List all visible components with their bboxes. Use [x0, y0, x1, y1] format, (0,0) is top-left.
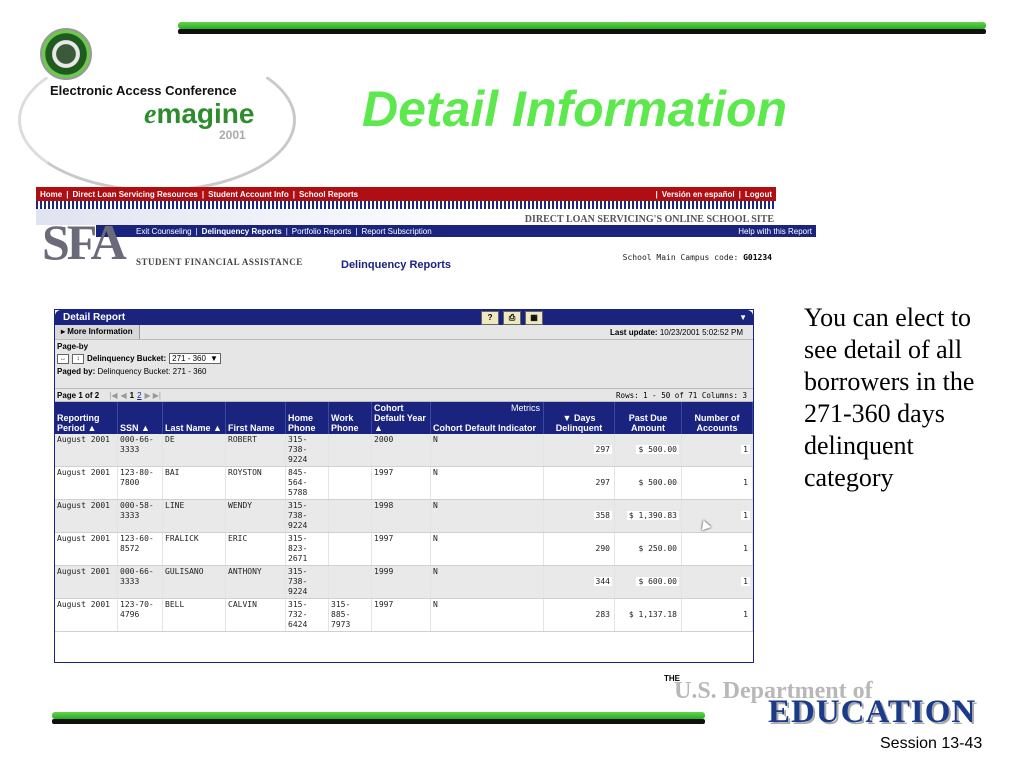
cell-home-phone: 315-738-9224	[286, 566, 329, 599]
next-page-icon[interactable]: ▶	[144, 390, 151, 400]
col-home-phone[interactable]: Home Phone	[286, 402, 329, 434]
cell-work-phone	[329, 500, 372, 533]
print-icon[interactable]: ⎙	[503, 311, 521, 325]
prev-page-icon[interactable]: ◀	[120, 390, 127, 400]
cell-past-due-amount: $ 600.00	[615, 566, 682, 599]
table-header-row	[55, 402, 753, 434]
table-row[interactable]	[55, 566, 753, 599]
logo-conference-name: Electronic Access Conference	[50, 83, 237, 98]
footer-the: THE	[664, 674, 680, 683]
cell-work-phone	[329, 566, 372, 599]
last-page-icon[interactable]: ▶|	[152, 390, 161, 400]
cell-ssn: 000-66-3333	[118, 566, 163, 599]
bucket-select[interactable]: 271 - 360 ▼	[169, 353, 221, 364]
cell-reporting-period: August 2001	[55, 566, 118, 599]
col-cohort-default-indicator[interactable]: Cohort Default Indicator Metrics	[431, 402, 544, 434]
cell-ssn: 000-58-3333	[118, 500, 163, 533]
cell-number-of-accounts: 1	[682, 599, 753, 632]
cell-cohort-indicator: N	[431, 434, 544, 467]
cell-past-due-amount: $ 250.00	[615, 533, 682, 566]
cell-days-delinquent: 283	[544, 599, 615, 632]
col-number-of-accounts[interactable]: Number of Accounts	[682, 402, 753, 434]
cell-home-phone: 315-732-6424	[286, 599, 329, 632]
page-2-link[interactable]: 2	[137, 390, 142, 400]
metrics-label: Metrics	[511, 403, 540, 413]
cell-first-name: ANTHONY	[226, 566, 286, 599]
page-by-label: Page-by	[57, 342, 89, 351]
cell-first-name: ROYSTON	[226, 467, 286, 500]
col-ssn[interactable]: SSN ▲	[118, 402, 163, 434]
current-page: 1	[129, 390, 135, 400]
cell-first-name: ROBERT	[226, 434, 286, 467]
nav-logout-link[interactable]: Logout	[744, 189, 772, 199]
cell-days-delinquent: 297	[544, 467, 615, 500]
cell-cohort-indicator: N	[431, 467, 544, 500]
report-subnav: Exit Counseling | Delinquency Reports | Portfolio Reports | Report Subscription Help with this Report	[96, 225, 816, 237]
cell-days-delinquent: 297	[544, 434, 615, 467]
top-navigation: Home | Direct Loan Servicing Resources | Student Account Info | School Reports | Versión en español | Logout	[36, 187, 776, 201]
last-update: Last update: 10/23/2001 5:02:52 PM	[610, 327, 743, 337]
export-icon[interactable]: ▦	[525, 311, 543, 325]
subnav-delinquency-reports[interactable]: Delinquency Reports	[201, 226, 282, 236]
site-name: DIRECT LOAN SERVICING'S ONLINE SCHOOL SITE	[524, 214, 774, 225]
table-row[interactable]	[55, 533, 753, 566]
col-first-name[interactable]: First Name	[226, 402, 286, 434]
cell-work-phone: 315-885-7973	[329, 599, 372, 632]
subnav-portfolio-reports[interactable]: Portfolio Reports	[291, 226, 352, 236]
delinquency-report-screenshot	[36, 187, 812, 659]
cell-reporting-period: August 2001	[55, 467, 118, 500]
cell-reporting-period: August 2001	[55, 434, 118, 467]
col-cohort-default-year[interactable]: Cohort Default Year ▲	[372, 402, 431, 434]
cell-last-name: DE	[163, 434, 226, 467]
cell-first-name: ERIC	[226, 533, 286, 566]
cell-last-name: GULISANO	[163, 566, 226, 599]
cell-number-of-accounts: 1	[682, 533, 753, 566]
cell-cohort-year: 1997	[372, 533, 431, 566]
cell-number-of-accounts: 1	[682, 434, 753, 467]
cell-days-delinquent: 344	[544, 566, 615, 599]
cell-last-name: FRALICK	[163, 533, 226, 566]
page-by-section	[55, 340, 753, 389]
page-of-label: Page 1 of 2	[57, 390, 100, 400]
cell-reporting-period: August 2001	[55, 599, 118, 632]
page-title: Delinquency Reports	[341, 259, 452, 271]
table-row[interactable]	[55, 434, 753, 467]
nav-school-reports-link[interactable]: School Reports	[298, 189, 359, 199]
cell-home-phone: 315-738-9224	[286, 434, 329, 467]
report-header	[55, 310, 753, 325]
table-row[interactable]	[55, 467, 753, 500]
cell-past-due-amount: $ 1,137.18	[615, 599, 682, 632]
bucket-label: Delinquency Bucket:	[87, 354, 167, 363]
col-work-phone[interactable]: Work Phone	[329, 402, 372, 434]
pivot-icon[interactable]: ↔	[57, 354, 69, 364]
footer-us-department: U.S. Department of	[674, 678, 873, 704]
collapse-caret-icon[interactable]: ▼	[739, 313, 747, 322]
cell-last-name: LINE	[163, 500, 226, 533]
cell-days-delinquent: 358	[544, 500, 615, 533]
cell-home-phone: 315-823-2671	[286, 533, 329, 566]
session-number: Session 13-43	[880, 735, 983, 752]
col-reporting-period[interactable]: Reporting Period ▲	[55, 402, 118, 434]
cell-work-phone	[329, 434, 372, 467]
col-past-due-amount[interactable]: Past Due Amount	[615, 402, 682, 434]
subnav-report-subscription[interactable]: Report Subscription	[361, 226, 432, 236]
cell-cohort-indicator: N	[431, 599, 544, 632]
nav-student-account-link[interactable]: Student Account Info	[208, 189, 289, 199]
cell-home-phone: 845-564-5788	[286, 467, 329, 500]
campus-code: School Main Campus code: G01234	[622, 253, 772, 262]
col-days-delinquent[interactable]: ▼ Days Delinquent	[544, 402, 615, 434]
nav-direct-loan-link[interactable]: Direct Loan Servicing Resources	[72, 189, 198, 199]
cell-last-name: BAI	[163, 467, 226, 500]
slide-side-text: You can elect to see detail of all borrowers in the 271-360 days delinquent category	[804, 303, 975, 492]
cell-number-of-accounts: 1	[682, 467, 753, 500]
pagination-row	[55, 389, 753, 402]
cell-work-phone	[329, 533, 372, 566]
cell-cohort-year: 1997	[372, 467, 431, 500]
cell-cohort-indicator: N	[431, 566, 544, 599]
footer-education: EDUCATION	[768, 694, 977, 730]
sfa-subtitle: STUDENT FINANCIAL ASSISTANCE	[136, 257, 303, 267]
bottom-decorative-bar	[52, 712, 705, 728]
cell-past-due-amount: $ 500.00	[615, 434, 682, 467]
cell-cohort-year: 1998	[372, 500, 431, 533]
cell-number-of-accounts: 1	[682, 566, 753, 599]
sfa-logo: SFA	[42, 214, 124, 270]
cell-days-delinquent: 290	[544, 533, 615, 566]
cell-number-of-accounts: 1	[682, 500, 753, 533]
rows-info: Rows: 1 - 50 of 71 Columns: 3	[616, 390, 747, 400]
cell-cohort-indicator: N	[431, 500, 544, 533]
top-decorative-bar	[178, 22, 986, 38]
cell-ssn: 000-66-3333	[118, 434, 163, 467]
cell-work-phone	[329, 467, 372, 500]
logo-brand: emagine	[144, 98, 255, 130]
first-page-icon[interactable]: |◀	[109, 390, 118, 400]
cell-past-due-amount: $ 500.00	[615, 467, 682, 500]
flag-strip	[36, 201, 776, 209]
nav-home-link[interactable]: Home	[40, 189, 63, 199]
cell-first-name: CALVIN	[226, 599, 286, 632]
cell-last-name: BELL	[163, 599, 226, 632]
logo-year: 2001	[219, 128, 246, 142]
more-information-tab[interactable]: ▸ More Information	[55, 325, 140, 339]
cell-first-name: WENDY	[226, 500, 286, 533]
report-title: Detail Report	[63, 312, 126, 323]
slide-title: Detail Information	[362, 81, 788, 137]
cell-cohort-indicator: N	[431, 533, 544, 566]
help-icon[interactable]: ?	[481, 311, 499, 325]
emagine-conference-logo	[14, 20, 289, 170]
subnav-exit-counseling[interactable]: Exit Counseling	[136, 226, 192, 236]
cell-reporting-period: August 2001	[55, 533, 118, 566]
cell-past-due-amount: $ 1,390.83	[615, 500, 682, 533]
cell-reporting-period: August 2001	[55, 500, 118, 533]
cell-ssn: 123-70-4796	[118, 599, 163, 632]
sort-icon[interactable]: ↕	[72, 354, 84, 364]
table-row[interactable]	[55, 599, 753, 632]
detail-table	[55, 402, 753, 632]
help-link[interactable]: Help with this Report	[738, 226, 812, 236]
col-last-name[interactable]: Last Name ▲	[163, 402, 226, 434]
cell-ssn: 123-80-7800	[118, 467, 163, 500]
paged-by-info: Paged by: Delinquency Bucket: 271 - 360	[57, 367, 207, 376]
cell-cohort-year: 2000	[372, 434, 431, 467]
chevron-down-icon: ▼	[209, 354, 218, 363]
cell-home-phone: 315-738-9224	[286, 500, 329, 533]
cell-ssn: 123-60-8572	[118, 533, 163, 566]
cell-cohort-year: 1999	[372, 566, 431, 599]
nav-spanish-link[interactable]: Versión en español	[661, 189, 735, 199]
department-seal-icon	[40, 28, 92, 80]
table-row[interactable]	[55, 500, 753, 533]
cell-cohort-year: 1997	[372, 599, 431, 632]
detail-report-panel	[54, 309, 754, 663]
